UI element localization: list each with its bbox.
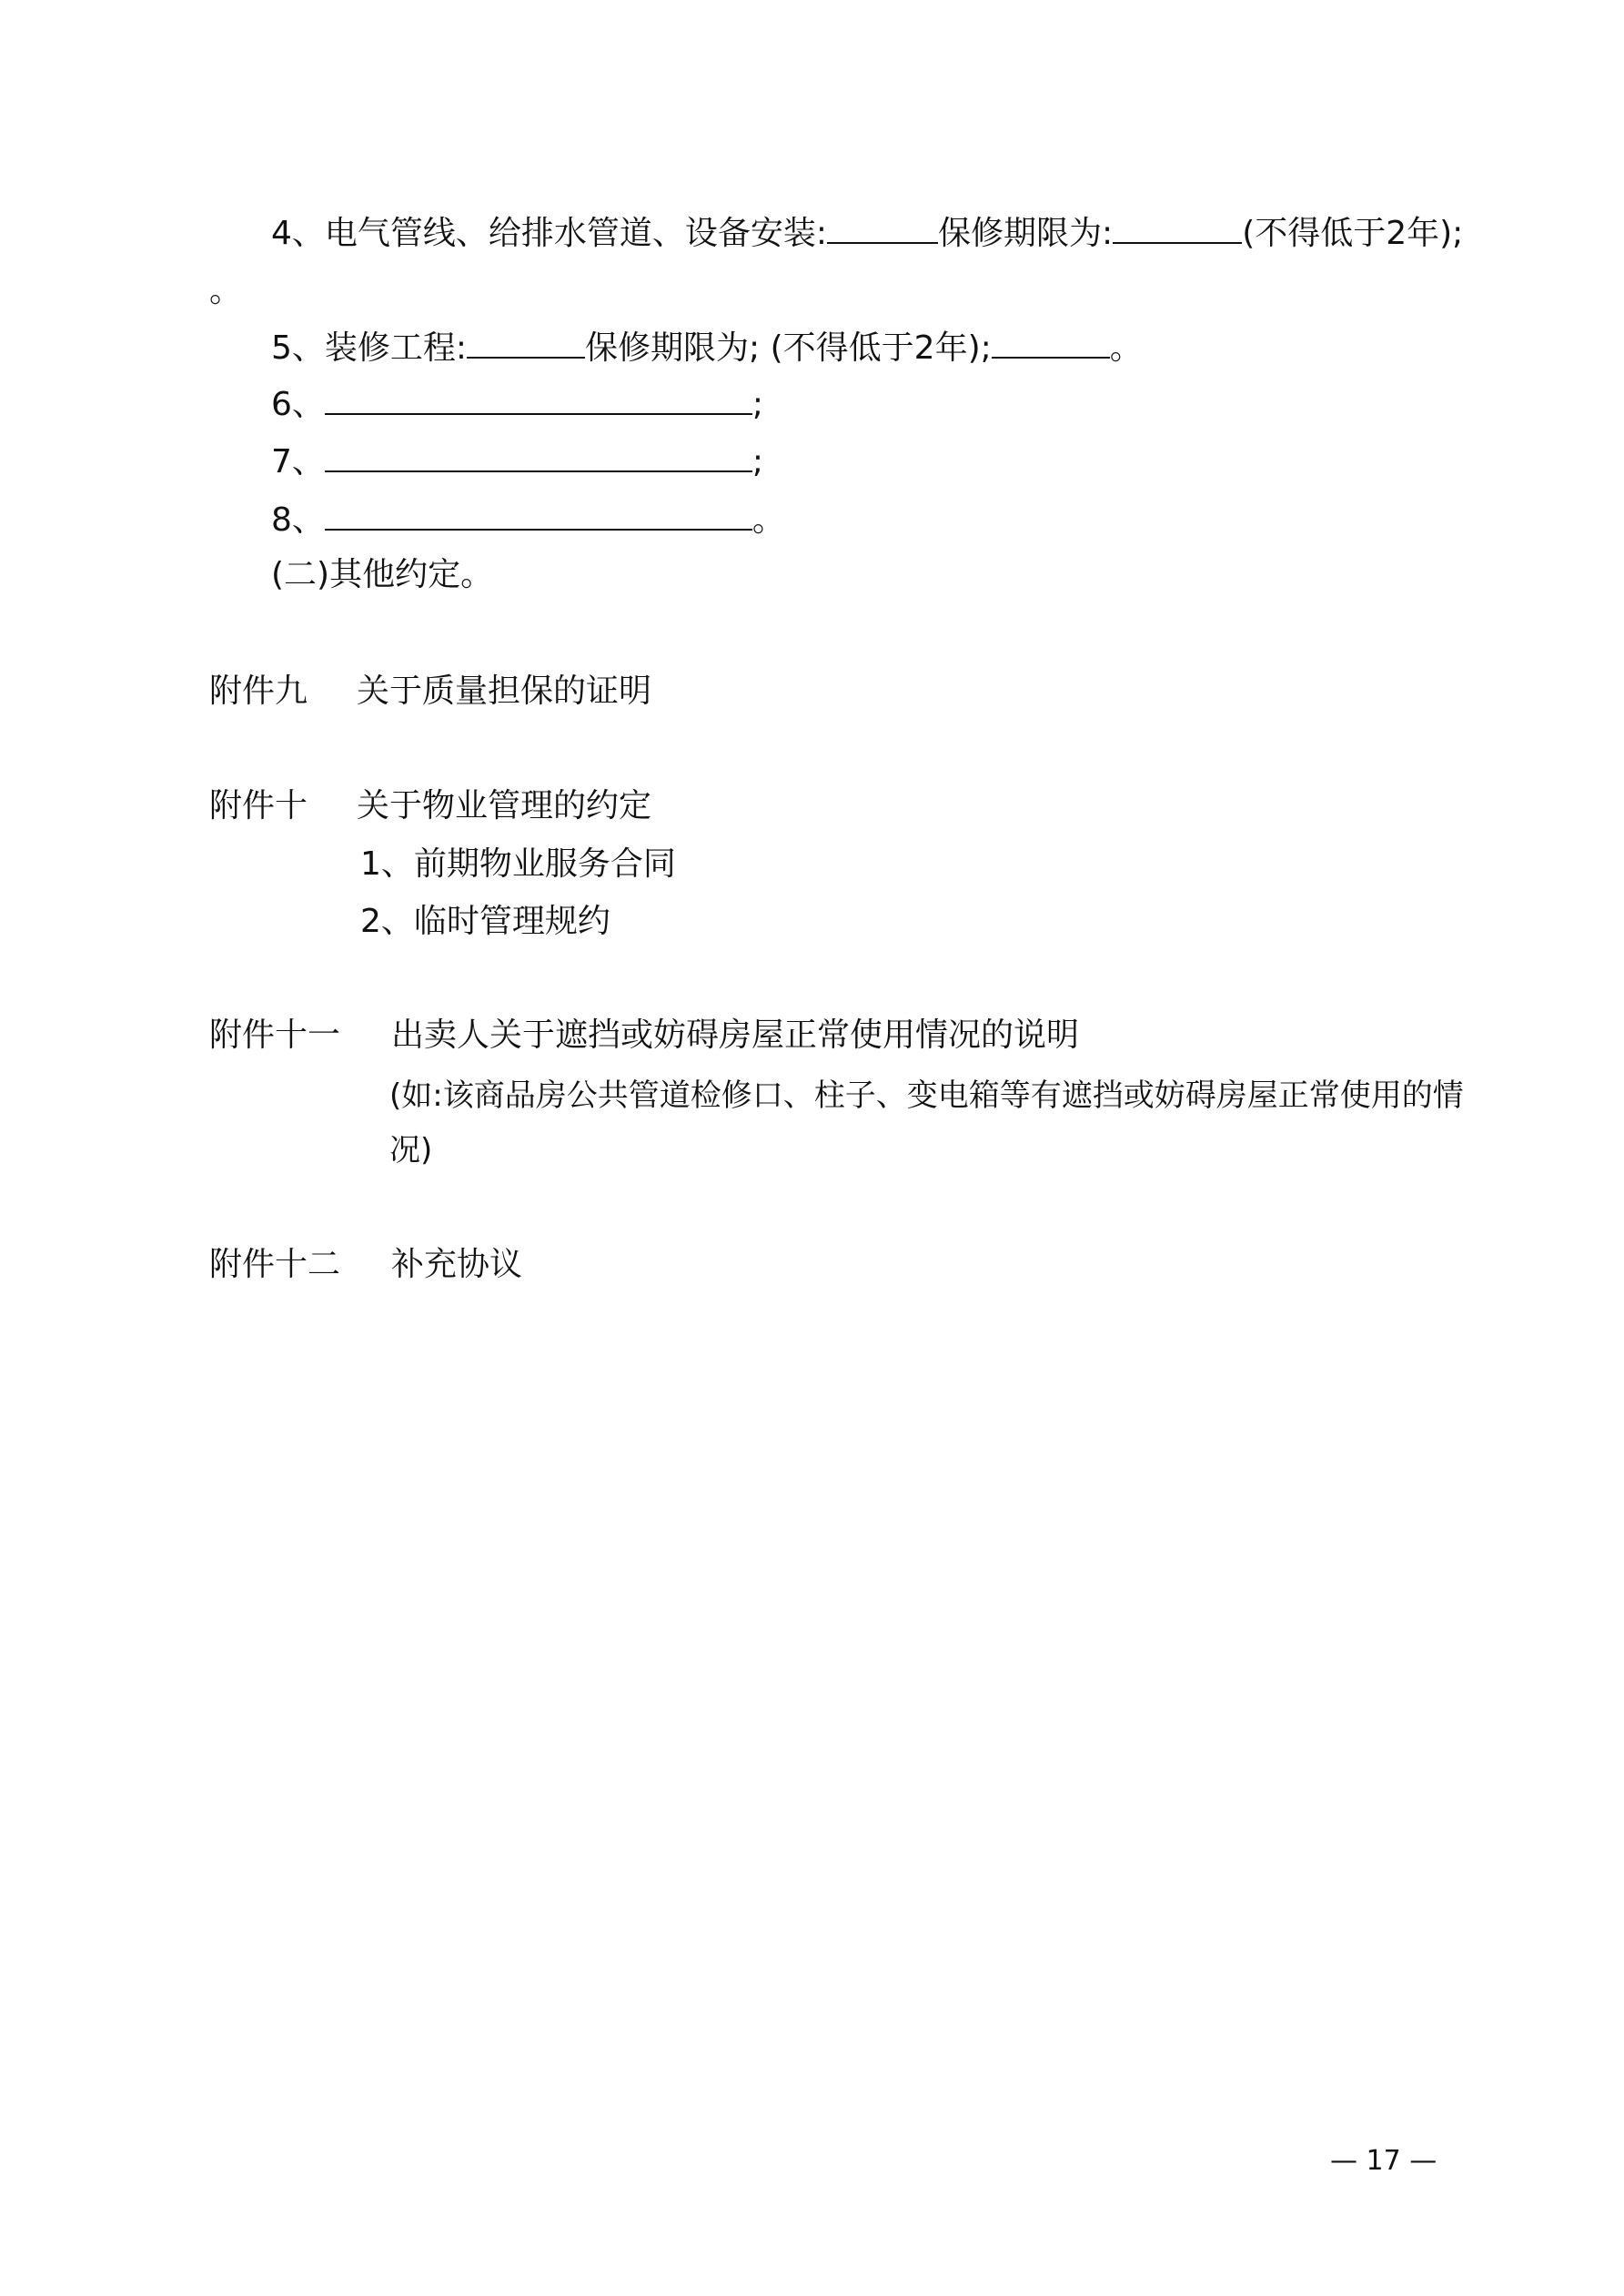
- item5-blank-1: [467, 326, 585, 359]
- item6-suffix: ;: [751, 386, 764, 423]
- item5-middle: 保修期限为; (不得低于2年);: [585, 329, 992, 367]
- attachment-10-item-1: 1、前期物业服务合同: [360, 845, 676, 883]
- attachment-9-title: 关于质量担保的证明: [357, 673, 652, 710]
- item5-suffix: 。: [1109, 329, 1143, 367]
- attachment-12-title: 补充协议: [391, 1246, 523, 1283]
- item7-prefix: 7、: [271, 443, 325, 480]
- item8-prefix: 8、: [271, 501, 325, 539]
- item4-blank-1: [827, 211, 938, 244]
- item7-blank: [325, 440, 752, 472]
- item4-blank-2: [1113, 211, 1242, 244]
- attachment-12-label: 附件十二: [209, 1246, 341, 1283]
- item6-blank: [325, 382, 752, 415]
- attachment-10-item-2: 2、临时管理规约: [360, 903, 610, 940]
- warranty-item-5: [271, 326, 1143, 369]
- attachment-9-label: 附件九: [209, 673, 308, 710]
- warranty-item-4: [271, 211, 1463, 254]
- page-number: — 17 —: [1330, 2145, 1437, 2177]
- item4-suffix: (不得低于2年);: [1242, 215, 1464, 252]
- attachment-11-label: 附件十一: [209, 1017, 341, 1054]
- attachment-10-label: 附件十: [209, 787, 308, 824]
- item4-prefix: 4、电气管线、给排水管道、设备安装:: [271, 215, 828, 252]
- attachment-10-title: 关于物业管理的约定: [357, 787, 652, 824]
- warranty-item-7: [271, 440, 763, 482]
- item6-prefix: 6、: [271, 386, 325, 423]
- item5-blank-2: [992, 326, 1110, 359]
- item8-blank: [325, 498, 752, 531]
- item4-continuation: 。: [209, 272, 243, 309]
- item4-middle: 保修期限为:: [938, 215, 1114, 252]
- attachment-11-note-line-1: (如:该商品房公共管道检修口、柱子、变电箱等有遮挡或妨碍房屋正常使用的情: [389, 1077, 1464, 1114]
- attachment-11-note-line-2: 况): [389, 1132, 433, 1168]
- item8-suffix: 。: [751, 501, 785, 539]
- attachment-11-title: 出卖人关于遮挡或妨碍房屋正常使用情况的说明: [391, 1017, 1080, 1054]
- item5-prefix: 5、装修工程:: [271, 329, 468, 367]
- warranty-item-6: [271, 382, 763, 425]
- other-agreements: (二)其他约定。: [271, 556, 494, 593]
- item7-suffix: ;: [751, 443, 764, 480]
- warranty-item-8: [271, 498, 785, 541]
